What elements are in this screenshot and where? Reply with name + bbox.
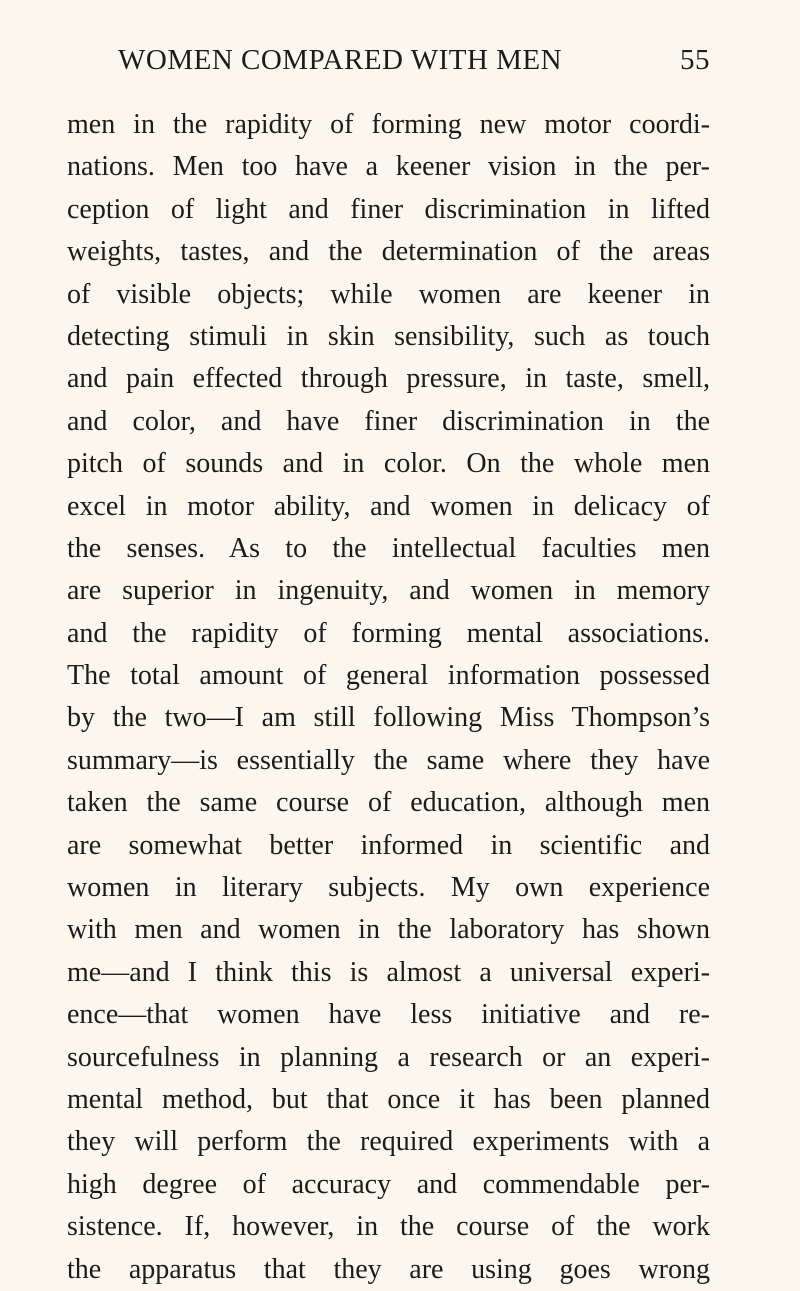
text-line: and color, and have finer discrimination in the	[67, 405, 710, 437]
text-line: by the two—I am still following Miss Thompson’s	[67, 702, 710, 734]
text-line: and the rapidity of forming mental associations.	[67, 617, 710, 649]
text-line: excel in motor ability, and women in delicacy of	[67, 490, 710, 522]
text-line: high degree of accuracy and commendable per-	[67, 1168, 710, 1200]
text-line: the senses. As to the intellectual faculties men	[67, 532, 710, 564]
body-text	[67, 104, 710, 1291]
running-head	[118, 44, 710, 84]
text-line: are somewhat better informed in scientific and	[67, 829, 710, 861]
text-line: ception of light and finer discrimination in lifted	[67, 193, 710, 225]
page-number: 55	[680, 44, 710, 76]
text-line: women in literary subjects. My own experience	[67, 872, 710, 904]
text-line: ence—that women have less initiative and re-	[67, 999, 710, 1031]
text-line: are superior in ingenuity, and women in memory	[67, 575, 710, 607]
text-line: detecting stimuli in skin sensibility, such as touch	[67, 320, 710, 352]
text-line: nations. Men too have a keener vision in the per-	[67, 151, 710, 183]
text-line: of visible objects; while women are keener in	[67, 278, 710, 310]
text-line: the apparatus that they are using goes wrong	[67, 1253, 710, 1285]
text-line: sourcefulness in planning a research or an experi-	[67, 1041, 710, 1073]
text-line: sistence. If, however, in the course of the work	[67, 1211, 710, 1243]
text-line: The total amount of general information possessed	[67, 660, 710, 692]
text-line: with men and women in the laboratory has shown	[67, 914, 710, 946]
text-line: they will perform the required experiments with a	[67, 1126, 710, 1158]
running-head-title: WOMEN COMPARED WITH MEN	[118, 44, 563, 76]
text-line: summary—is essentially the same where they have	[67, 744, 710, 776]
text-line: pitch of sounds and in color. On the whole men	[67, 448, 710, 480]
text-line: men in the rapidity of forming new motor coordi-	[67, 109, 710, 140]
text-line: and pain effected through pressure, in taste, smell,	[67, 363, 710, 395]
text-line: taken the same course of education, although men	[67, 787, 710, 819]
text-line: weights, tastes, and the determination of the areas	[67, 236, 710, 268]
text-line: mental method, but that once it has been planned	[67, 1083, 710, 1115]
text-line: me—and I think this is almost a universal experi-	[67, 956, 710, 988]
